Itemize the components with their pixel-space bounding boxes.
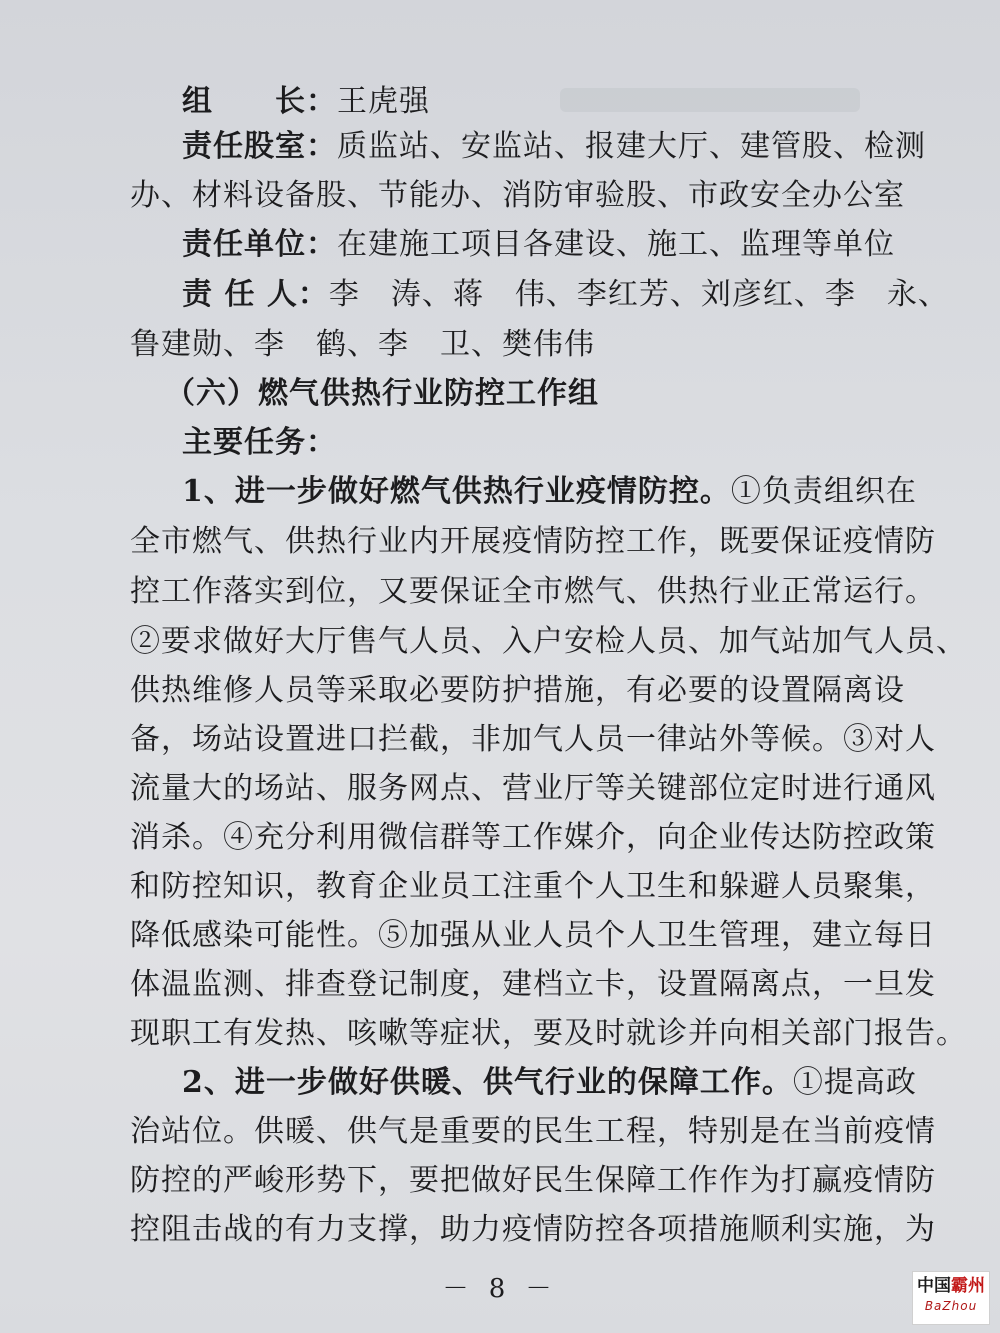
units-line bbox=[182, 225, 922, 265]
task2-text-start: ①提高政 bbox=[792, 1065, 917, 1100]
departments-label: 责任股室： bbox=[182, 129, 337, 164]
task2-first-line bbox=[182, 1063, 922, 1103]
leader-label: 组 长： bbox=[182, 84, 337, 119]
persons-value-1: 李 涛、蒋 伟、李红芳、刘彦红、李 永、 bbox=[328, 277, 949, 312]
task1-line: 控工作落实到位，又要保证全市燃气、供热行业正常运行。 bbox=[130, 574, 936, 609]
task2-line: 防控的严峻形势下，要把做好民生保障工作作为打赢疫情防 bbox=[130, 1163, 936, 1198]
task1-line: 消杀。④充分利用微信群等工作媒介，向企业传达防控政策 bbox=[130, 820, 936, 855]
watermark-line-1 bbox=[913, 1274, 989, 1298]
task1-first-line bbox=[182, 472, 922, 512]
persons-label: 责 任 人： bbox=[182, 277, 329, 312]
task1-text-start: ①负责组织在 bbox=[730, 474, 917, 509]
task2-heading: 2、进一步做好供暖、供气行业的保障工作。 bbox=[182, 1065, 793, 1100]
task2-line: 治站位。供暖、供气是重要的民生工程，特别是在当前疫情 bbox=[130, 1114, 936, 1149]
persons-line-2: 鲁建勋、李 鹤、李 卫、樊伟伟 bbox=[130, 327, 595, 362]
leader-line bbox=[182, 82, 922, 122]
task1-line: 流量大的场站、服务网点、营业厅等关键部位定时进行通风 bbox=[130, 771, 936, 806]
task1-line: 全市燃气、供热行业内开展疫情防控工作，既要保证疫情防 bbox=[130, 524, 936, 559]
task2-line: 控阻击战的有力支撑，助力疫情防控各项措施顺利实施，为 bbox=[130, 1212, 936, 1247]
tasks-label: 主要任务： bbox=[182, 425, 337, 460]
page-number: － 8 － bbox=[442, 1274, 558, 1304]
units-label: 责任单位： bbox=[182, 227, 337, 262]
section-title: （六）燃气供热行业防控工作组 bbox=[165, 376, 599, 411]
task1-line: 现职工有发热、咳嗽等症状，要及时就诊并向相关部门报告。 bbox=[130, 1016, 967, 1051]
departments-value-1: 质监站、安监站、报建大厅、建管股、检测 bbox=[337, 129, 926, 164]
departments-line-1 bbox=[182, 127, 926, 167]
task1-line: 备，场站设置进口拦截，非加气人员一律站外等候。③对人 bbox=[130, 722, 936, 757]
units-value: 在建施工项目各建设、施工、监理等单位 bbox=[337, 227, 895, 262]
task1-line: ②要求做好大厅售气人员、入户安检人员、加气站加气人员、 bbox=[130, 624, 967, 659]
watermark-text-bazhou: 霸州 bbox=[951, 1276, 985, 1296]
bazhou-watermark-logo bbox=[912, 1271, 990, 1325]
task1-line: 和防控知识，教育企业员工注重个人卫生和躲避人员聚集， bbox=[130, 869, 936, 904]
watermark-line-2: BaZhou bbox=[924, 1299, 978, 1313]
persons-line-1 bbox=[182, 275, 949, 315]
watermark-text-china: 中国 bbox=[917, 1276, 951, 1296]
departments-line-2: 办、材料设备股、节能办、消防审验股、市政安全办公室 bbox=[130, 178, 905, 213]
task1-heading: 1、进一步做好燃气供热行业疫情防控。 bbox=[182, 474, 731, 509]
task1-line: 降低感染可能性。⑤加强从业人员个人卫生管理，建立每日 bbox=[130, 918, 936, 953]
task1-line: 体温监测、排查登记制度，建档立卡，设置隔离点，一旦发 bbox=[130, 967, 936, 1002]
task1-line: 供热维修人员等采取必要防护措施，有必要的设置隔离设 bbox=[130, 673, 905, 708]
leader-value: 王虎强 bbox=[337, 84, 430, 119]
